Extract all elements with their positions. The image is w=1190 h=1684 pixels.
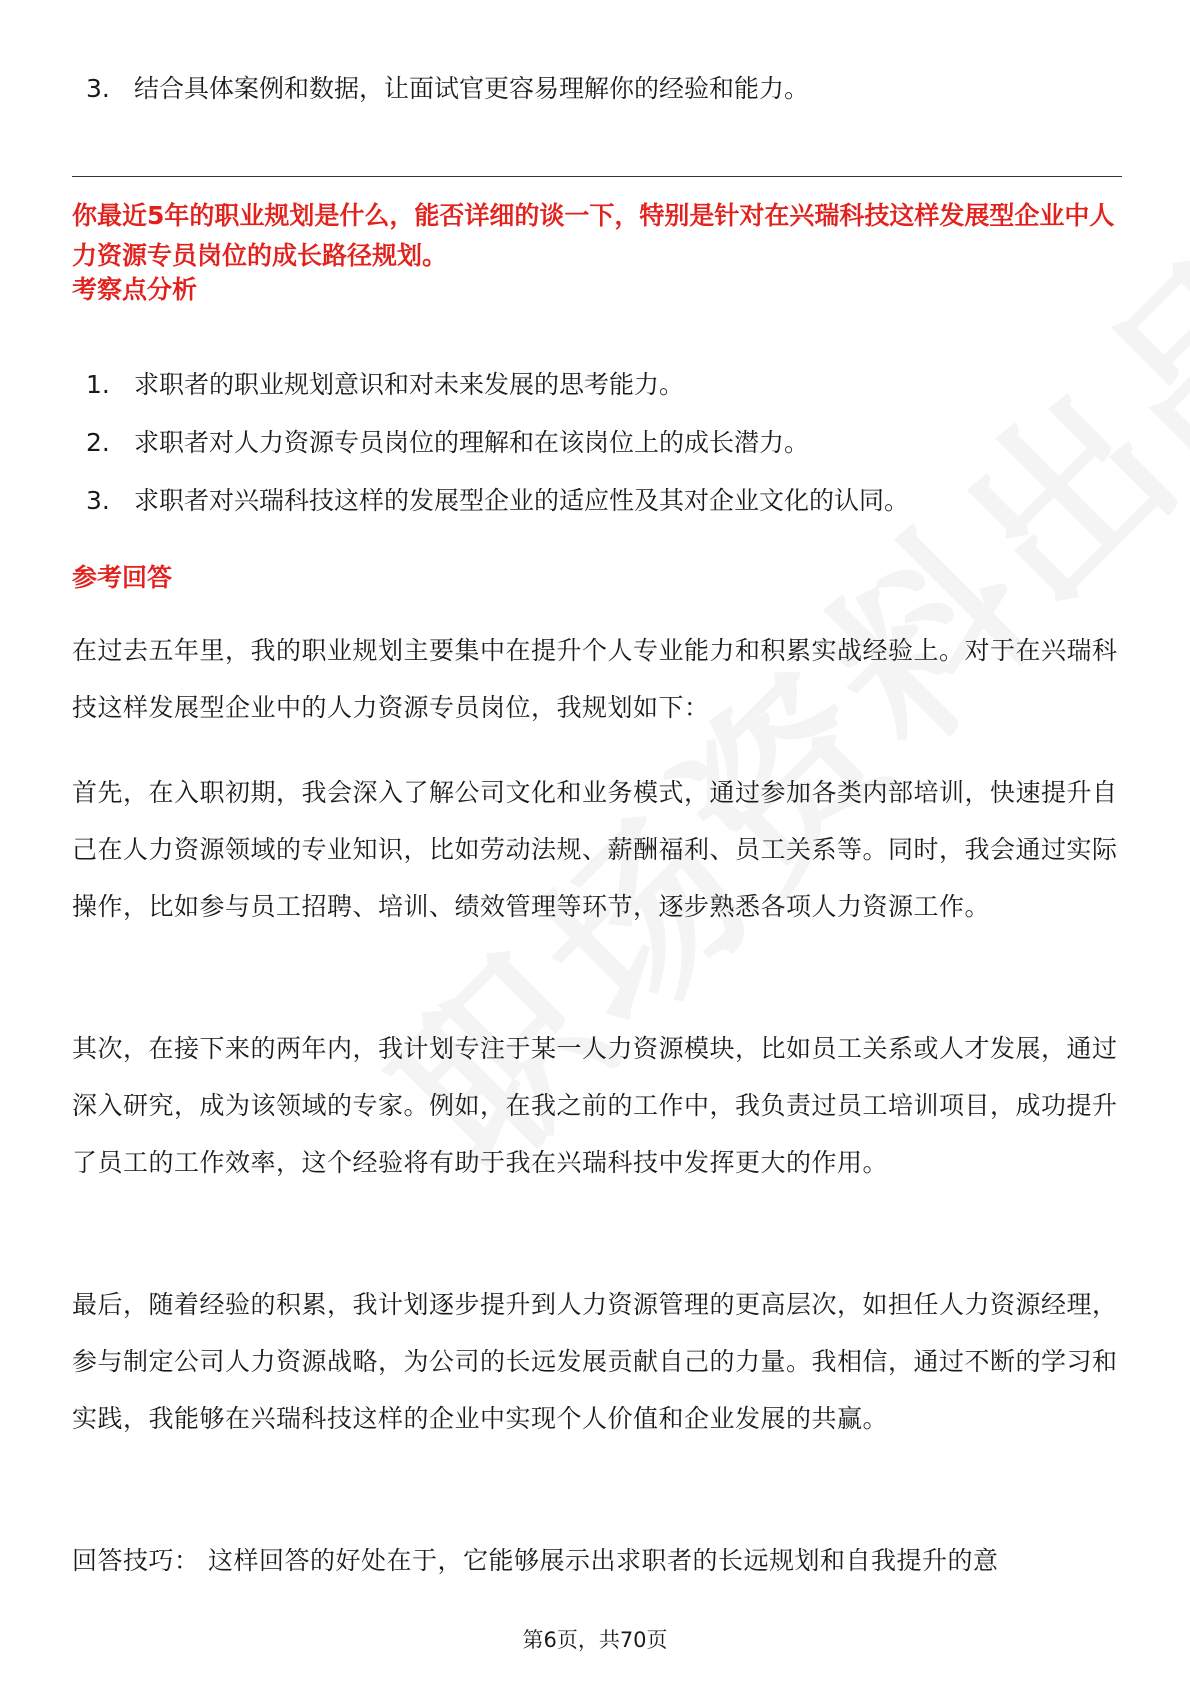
list-number: 3. — [86, 486, 110, 515]
list-item — [72, 422, 1122, 464]
answer-paragraph: 最后，随着经验的积累，我计划逐步提升到人力资源管理的更高层次，如担任人力资源经理，参与制定公司人力资源战略，为公司的长远发展贡献自己的力量。我相信，通过不断的学习和实践，我能够在兴瑞科技这样的企业中实现个人价值和企业发展的共赢。 — [72, 1290, 1118, 1433]
answer-paragraph: 在过去五年里，我的职业规划主要集中在提升个人专业能力和积累实战经验上。对于在兴瑞科技这样发展型企业中的人力资源专员岗位，我规划如下： — [72, 636, 1118, 722]
list-item — [72, 68, 1122, 110]
list-text: 求职者对人力资源专员岗位的理解和在该岗位上的成长潜力。 — [134, 428, 810, 457]
list-number: 3. — [86, 74, 110, 103]
top-list — [72, 68, 1122, 110]
list-number: 2. — [86, 428, 110, 457]
analysis-points — [72, 364, 1122, 538]
list-text: 求职者对兴瑞科技这样的发展型企业的适应性及其对企业文化的认同。 — [134, 486, 910, 515]
list-item — [72, 364, 1122, 406]
answer-tips: 回答技巧： 这样回答的好处在于，它能够展示出求职者的长远规划和自我提升的意 — [72, 1546, 999, 1575]
analysis-heading: 考察点分析 — [72, 275, 198, 304]
answer-heading: 参考回答 — [72, 563, 173, 592]
page-number: 第6页，共70页 — [522, 1628, 668, 1652]
list-text: 求职者的职业规划意识和对未来发展的思考能力。 — [134, 370, 685, 399]
list-number: 1. — [86, 370, 110, 399]
interview-question: 你最近5年的职业规划是什么，能否详细的谈一下，特别是针对在兴瑞科技这样发展型企业中人力资源专员岗位的成长路径规划。 — [72, 201, 1115, 270]
list-text: 结合具体案例和数据，让面试官更容易理解你的经验和能力。 — [134, 74, 810, 103]
list-item — [72, 480, 1122, 522]
answer-paragraph: 首先，在入职初期，我会深入了解公司文化和业务模式，通过参加各类内部培训，快速提升自己在人力资源领域的专业知识，比如劳动法规、薪酬福利、员工关系等。同时，我会通过实际操作，比如参与员工招聘、培训、绩效管理等环节，逐步熟悉各项人力资源工作。 — [72, 778, 1118, 921]
section-divider — [72, 176, 1122, 177]
answer-paragraph: 其次，在接下来的两年内，我计划专注于某一人力资源模块，比如员工关系或人才发展，通过深入研究，成为该领域的专家。例如，在我之前的工作中，我负责过员工培训项目，成功提升了员工的工作效率，这个经验将有助于我在兴瑞科技中发挥更大的作用。 — [72, 1034, 1118, 1177]
